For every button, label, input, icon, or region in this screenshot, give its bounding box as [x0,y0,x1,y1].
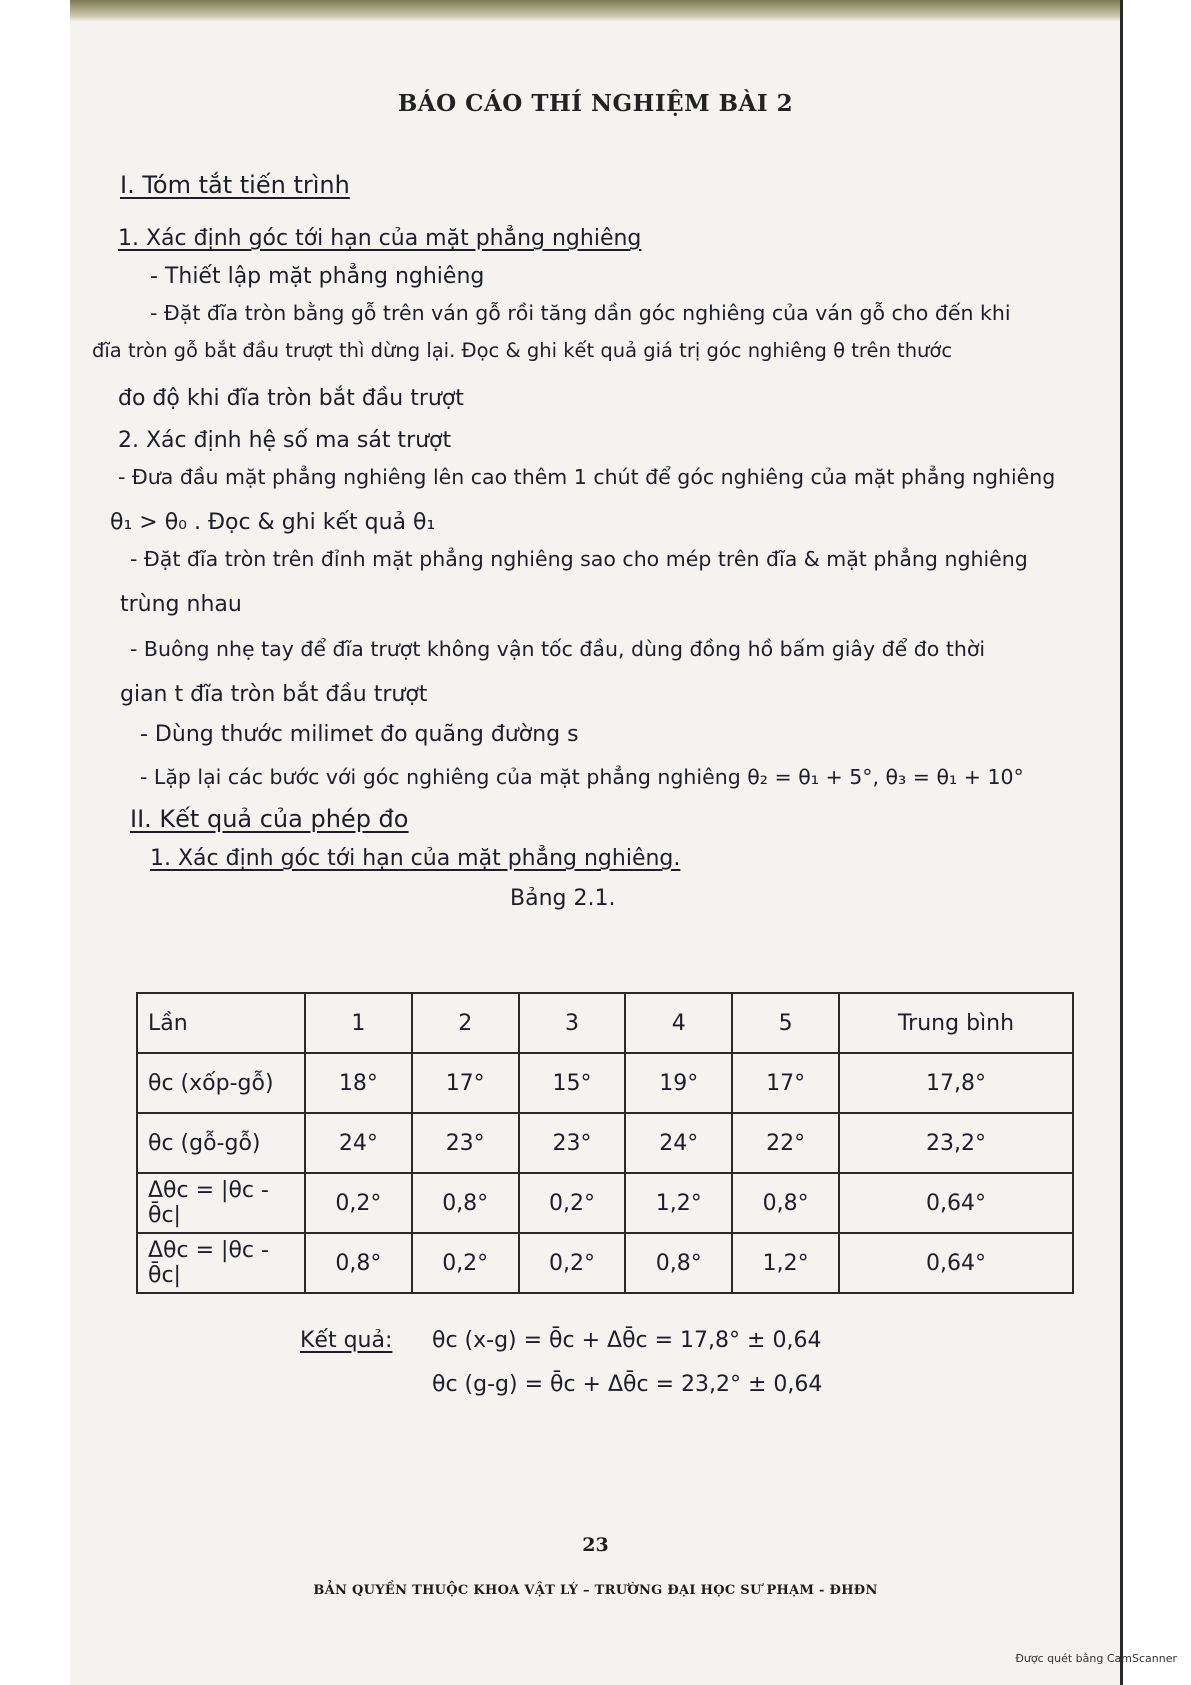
table-cell: 19° [625,1053,732,1113]
table-cell: 0,8° [412,1173,519,1233]
section-2-heading: II. Kết quả của phép đo [130,805,409,833]
table-cell: 23° [519,1113,626,1173]
results-table [136,992,1074,1294]
part-2-heading: 2. Xác định hệ số ma sát trượt [118,428,452,453]
table-header: 2 [412,993,519,1053]
page-sheet [70,0,1120,1685]
part-2-line: θ₁ > θ₀ . Đọc & ghi kết quả θ₁ [110,510,436,535]
page-number: 23 [582,1534,609,1556]
table-cell: 0,2° [305,1173,412,1233]
part-1-line: đĩa tròn gỗ bắt đầu trượt thì dừng lại. Đọc & ghi kết quả giá trị góc nghiêng θ trên thước [92,339,953,362]
section-1-heading: I. Tóm tắt tiến trình [120,171,350,199]
result-line: θc (x-g) = θ̄c + Δθ̄c = 17,8° ± 0,64 [432,1328,822,1353]
torn-top-edge [70,0,1120,22]
table-row [137,1053,1073,1113]
table-header: Trung bình [839,993,1073,1053]
table-cell: 0,8° [305,1233,412,1293]
footer-copyright: BẢN QUYỀN THUỘC KHOA VẬT LÝ – TRƯỜNG ĐẠI HỌC SƯ PHẠM - ĐHĐN [313,1583,878,1598]
part-2-line: - Đưa đầu mặt phẳng nghiêng lên cao thêm 1 chút để góc nghiêng của mặt phẳng nghiêng [118,465,1056,489]
table-cell: 23° [412,1113,519,1173]
document-title: BÁO CÁO THÍ NGHIỆM BÀI 2 [397,90,794,117]
scanner-watermark: Được quét bằng CamScanner [1015,1652,1177,1665]
table-cell: 1,2° [732,1233,839,1293]
table-cell: 24° [625,1113,732,1173]
part-1-line: - Thiết lập mặt phẳng nghiêng [150,264,485,289]
part-2-line: - Lặp lại các bước với góc nghiêng của mặt phẳng nghiêng θ₂ = θ₁ + 5°, θ₃ = θ₁ + 10° [140,765,1024,789]
table-cell: 17° [732,1053,839,1113]
result-line: θc (g-g) = θ̄c + Δθ̄c = 23,2° ± 0,64 [432,1372,823,1397]
part-1-line: - Đặt đĩa tròn bằng gỗ trên ván gỗ rồi tăng dần góc nghiêng của ván gỗ cho đến khi [150,301,1011,325]
table-cell: θc (gỗ-gỗ) [137,1113,305,1173]
table-header: 1 [305,993,412,1053]
table-cell: θc (xốp-gỗ) [137,1053,305,1113]
table-cell: 0,8° [625,1233,732,1293]
part-1-heading: 1. Xác định góc tới hạn của mặt phẳng nghiêng [118,226,642,251]
table-cell: 0,2° [519,1173,626,1233]
table-row [137,1173,1073,1233]
table-cell: 0,64° [839,1173,1073,1233]
table-row [137,1233,1073,1293]
table-cell: 15° [519,1053,626,1113]
table-cell: 0,8° [732,1173,839,1233]
table-cell: Δθc = |θc - θ̄c| [137,1233,305,1293]
result-label: Kết quả: [300,1328,393,1353]
part-2-line: - Dùng thước milimet đo quãng đường s [140,722,579,747]
table-header: 4 [625,993,732,1053]
table-cell: 17,8° [839,1053,1073,1113]
part-1-line: đo độ khi đĩa tròn bắt đầu trượt [118,386,464,411]
part-2-line: trùng nhau [120,592,242,617]
table-caption: Bảng 2.1. [510,886,616,911]
table-cell: 0,2° [412,1233,519,1293]
table-cell: 24° [305,1113,412,1173]
table-cell: 17° [412,1053,519,1113]
page-edge [1120,0,1123,1685]
table-cell: 0,64° [839,1233,1073,1293]
table-cell: 1,2° [625,1173,732,1233]
table-cell: 23,2° [839,1113,1073,1173]
table-header: Lần [137,993,305,1053]
section-2-part-1-heading: 1. Xác định góc tới hạn của mặt phẳng nghiêng. [150,846,681,871]
table-row [137,1113,1073,1173]
part-2-line: - Buông nhẹ tay để đĩa trượt không vận tốc đầu, dùng đồng hồ bấm giây để đo thời [130,637,986,661]
part-2-line: gian t đĩa tròn bắt đầu trượt [120,682,428,707]
table-header: 5 [732,993,839,1053]
part-2-line: - Đặt đĩa tròn trên đỉnh mặt phẳng nghiêng sao cho mép trên đĩa & mặt phẳng nghiêng [130,547,1028,571]
table-cell: 22° [732,1113,839,1173]
table-cell: 0,2° [519,1233,626,1293]
table-cell: 18° [305,1053,412,1113]
table-header: 3 [519,993,626,1053]
table-cell: Δθc = |θc - θ̄c| [137,1173,305,1233]
table-header-row [137,993,1073,1053]
